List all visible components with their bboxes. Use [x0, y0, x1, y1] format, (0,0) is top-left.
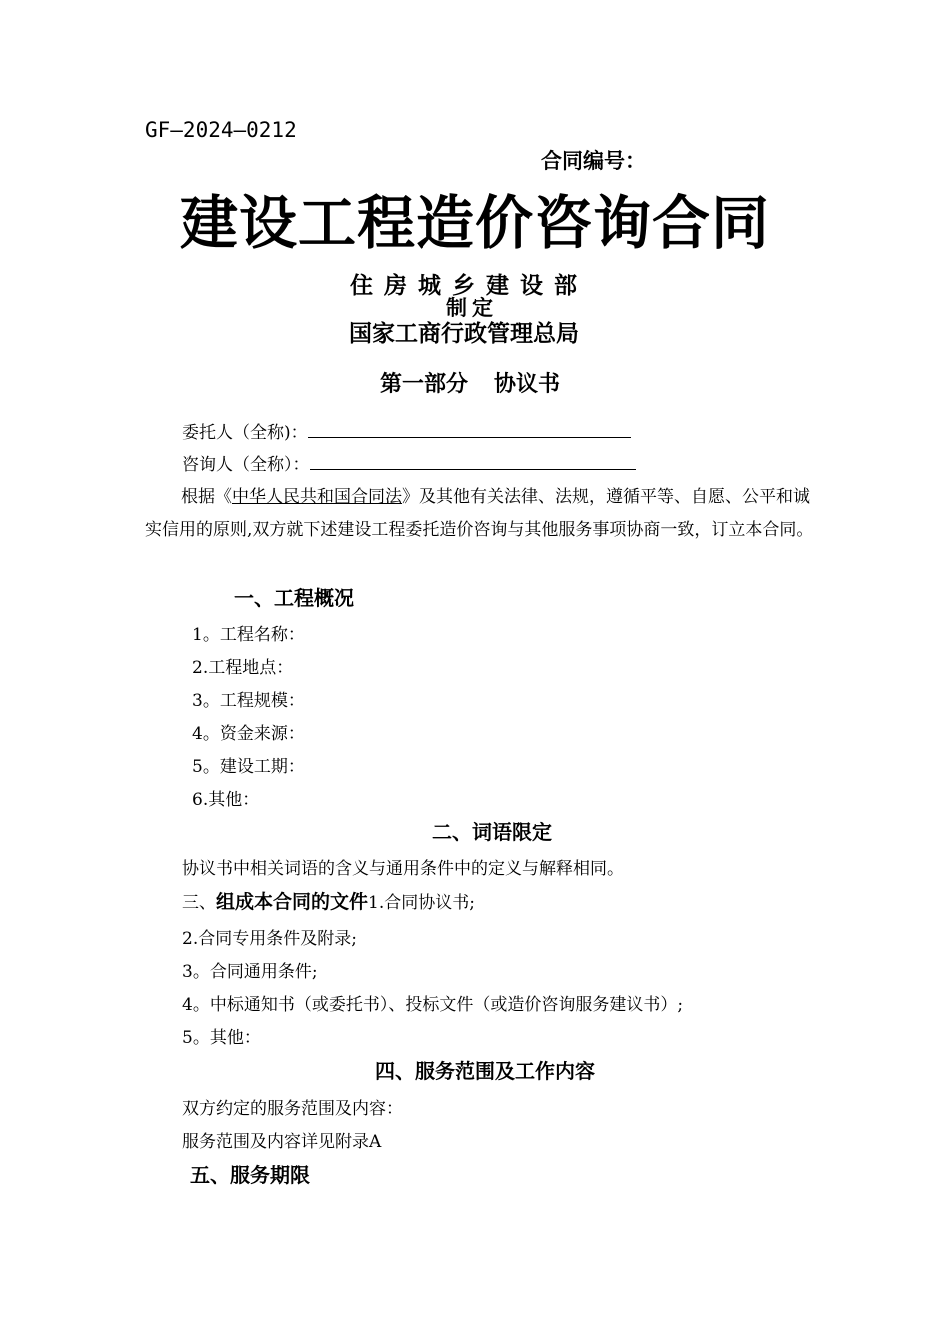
- intro-paragraph: [145, 481, 825, 547]
- issuer-administration: 国家工商行政管理总局: [349, 321, 579, 347]
- issuer-made-label: 制定: [446, 296, 498, 320]
- intro-after: 》及其他有关法律、法规，遵循平等、自愿、公平和诚实信用的原则,双方就下述建设工程委托造价咨询与其他服务事项协商一致，订立本合同。: [145, 487, 814, 540]
- section3-first-item: 1.合同协议书;: [368, 893, 475, 913]
- intro-before: 根据《: [181, 487, 232, 507]
- section3-line: [182, 887, 475, 914]
- section3-heading: 组成本合同的文件: [216, 891, 369, 913]
- law-name: 中华人民共和国合同法: [232, 487, 402, 507]
- section1-item: 2.工程地点：: [192, 658, 294, 678]
- section1-item: 3。工程规模：: [192, 691, 305, 711]
- consultant-line: [182, 450, 636, 475]
- section1-heading: 一、工程概况: [234, 586, 354, 610]
- contract-number-label: 合同编号：: [541, 149, 646, 173]
- section3-item: 3。合同通用条件;: [182, 962, 318, 982]
- part-name: 协议书: [494, 372, 561, 397]
- section1-item: 5。建设工期：: [192, 757, 305, 777]
- section4-line: 服务范围及内容详见附录A: [182, 1132, 382, 1152]
- section3-item: 2.合同专用条件及附录;: [182, 929, 357, 949]
- section1-item: 6.其他：: [192, 790, 260, 810]
- client-blank[interactable]: [308, 423, 631, 438]
- consultant-label: 咨询人（全称）：: [182, 455, 310, 475]
- section4-heading: 四、服务范围及工作内容: [375, 1059, 595, 1083]
- part-title: [380, 367, 560, 398]
- document-title: 建设工程造价咨询合同: [179, 189, 770, 257]
- client-line: [182, 418, 631, 443]
- client-label: 委托人（全称)：: [182, 423, 308, 443]
- consultant-blank[interactable]: [310, 455, 636, 470]
- section3-prefix: 三、: [182, 893, 216, 913]
- issuer-ministry: 住房城乡建设部: [350, 273, 588, 299]
- part-label: 第一部分: [380, 372, 469, 397]
- section1-item: 4。资金来源：: [192, 724, 305, 744]
- section4-line: 双方约定的服务范围及内容：: [182, 1099, 403, 1119]
- section3-item: 5。其他：: [182, 1028, 261, 1048]
- section2-heading: 二、词语限定: [432, 820, 552, 844]
- section1-item: 1。工程名称：: [192, 625, 305, 645]
- section2-text: 协议书中相关词语的含义与通用条件中的定义与解释相同。: [182, 859, 624, 879]
- section5-heading: 五、服务期限: [190, 1163, 310, 1187]
- document-code: GF—2024—0212: [145, 118, 297, 142]
- section3-item: 4。中标通知书（或委托书）、投标文件（或造价咨询服务建议书）;: [182, 995, 684, 1015]
